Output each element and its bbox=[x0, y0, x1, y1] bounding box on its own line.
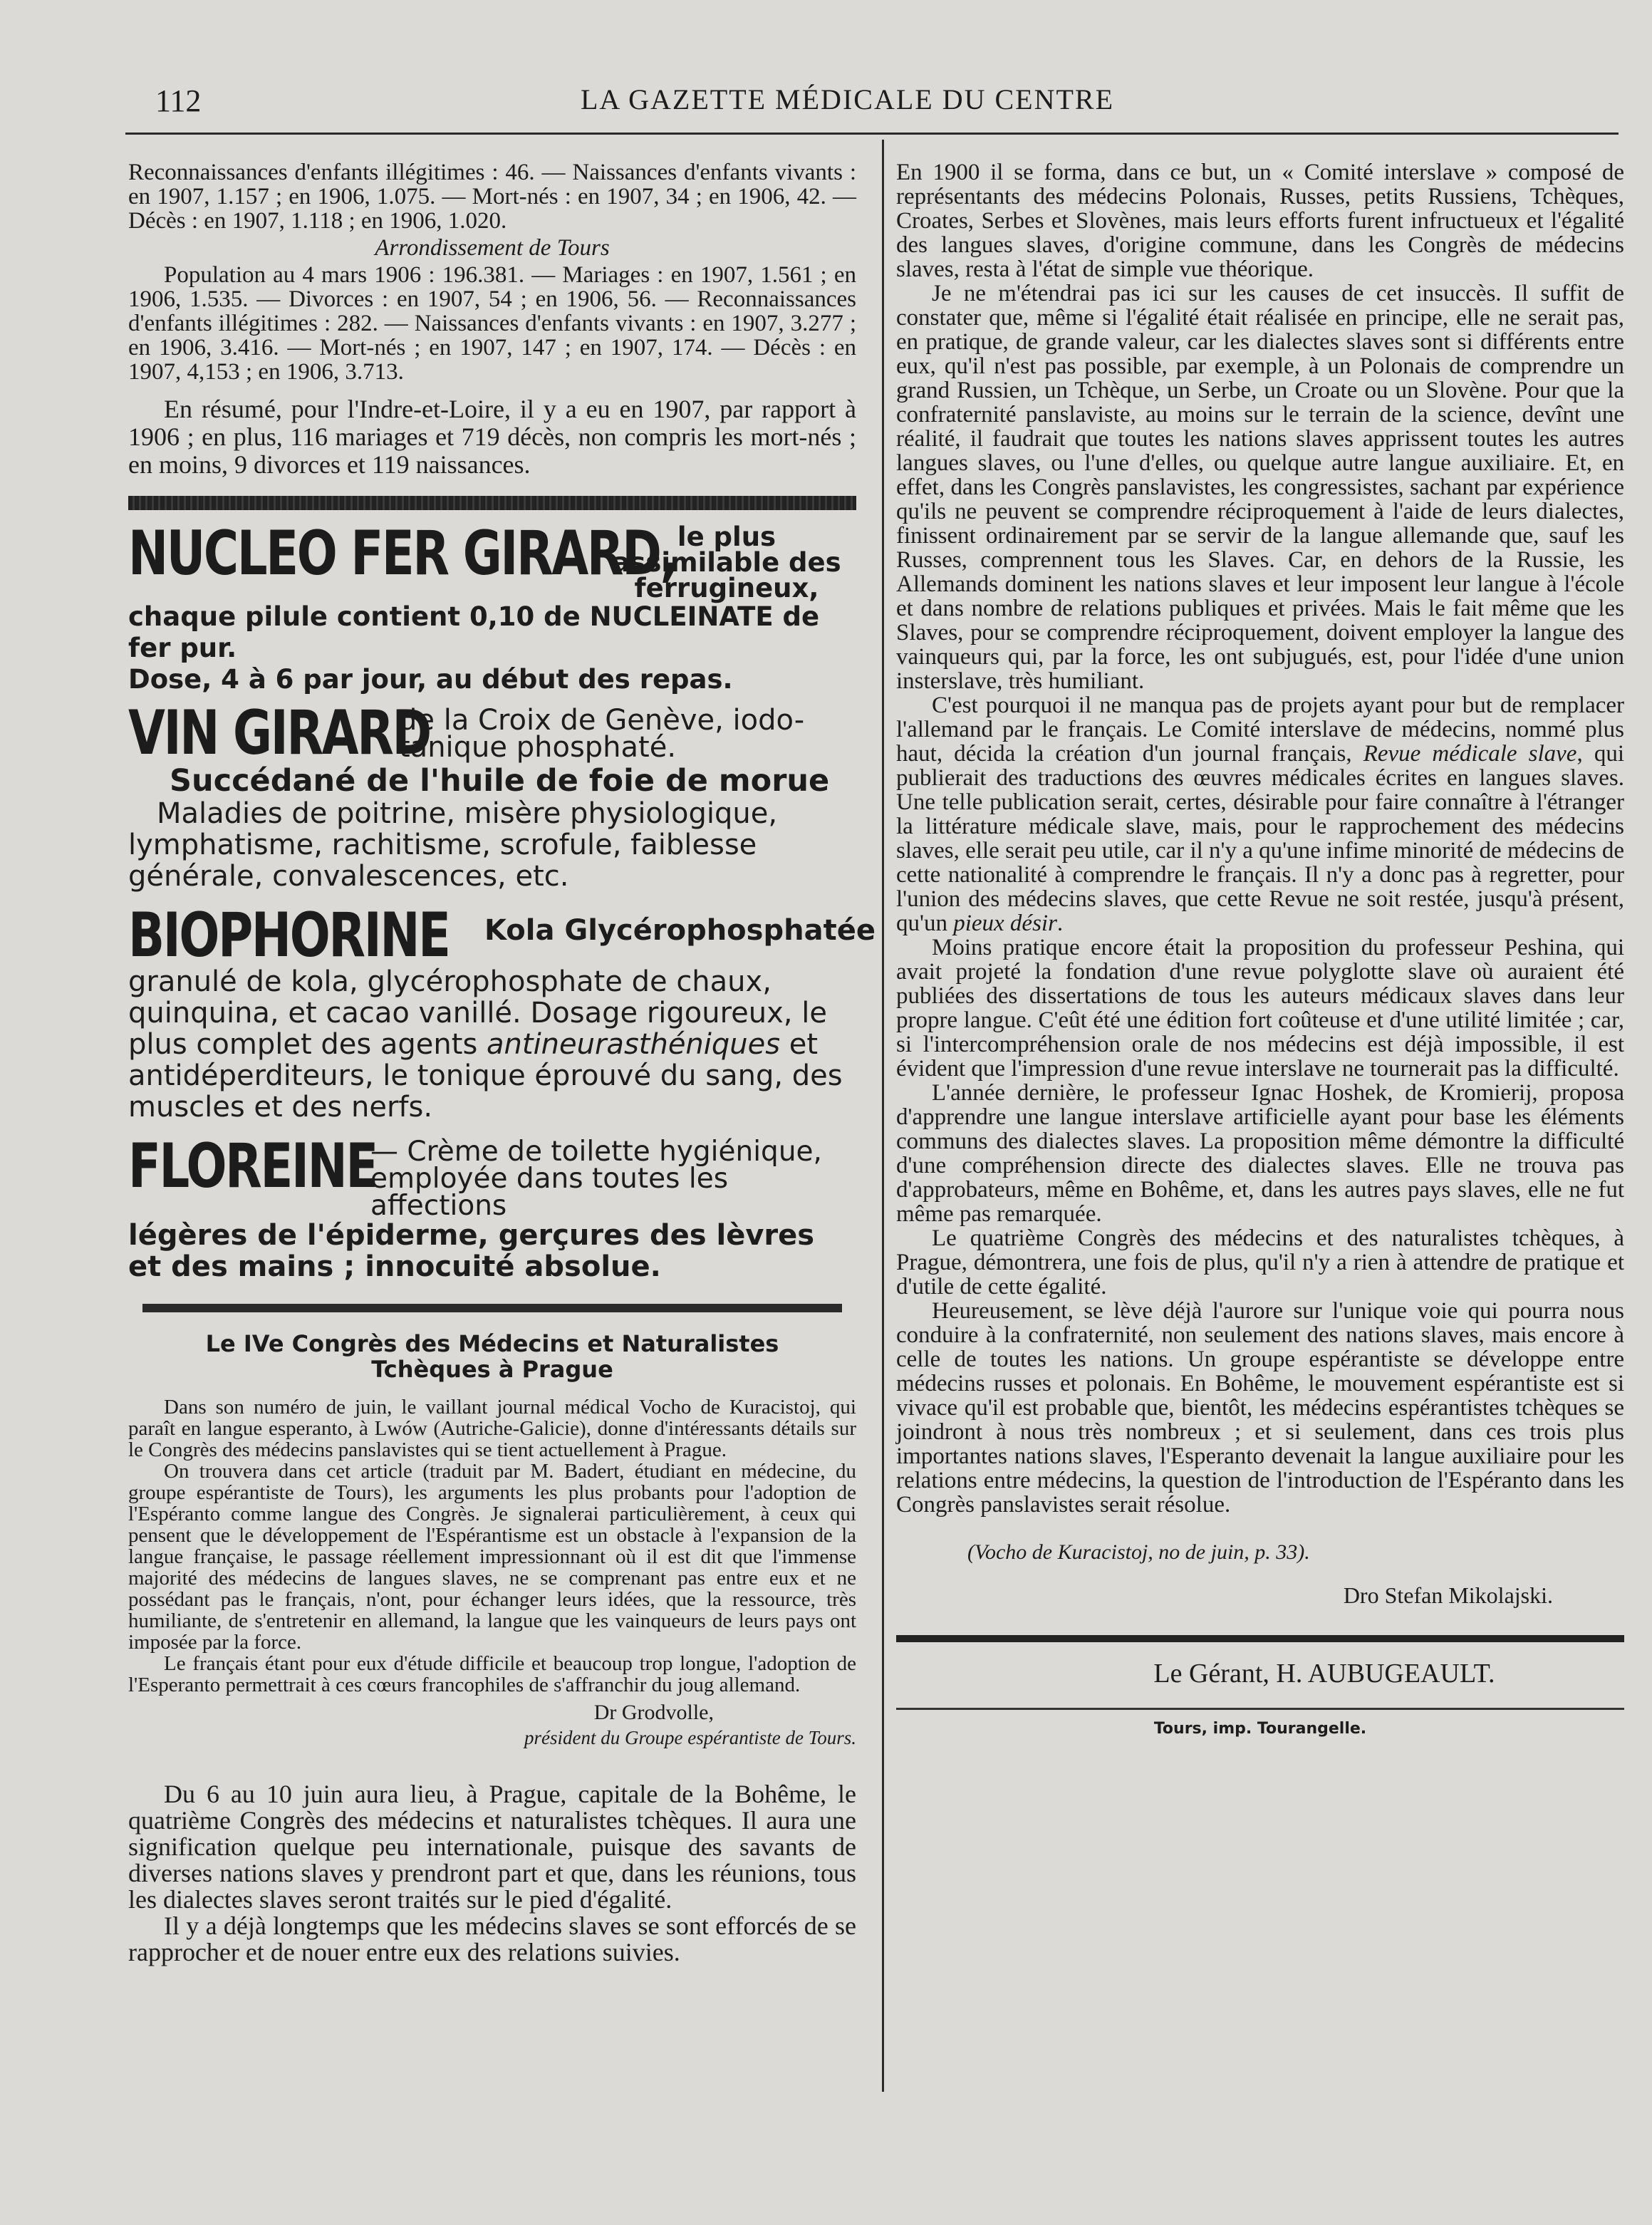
intro-signature: Dr Grodvolle, bbox=[593, 1701, 714, 1724]
right-paragraph-6: Le quatrième Congrès des médecins et des naturalistes tchèques, à Prague, démontrera, une fois de plus, qu'il n'y a rien à attendre de pratique et d'utile de cette égalité. bbox=[896, 1225, 1624, 1300]
floreine-brand: FLOREINE bbox=[128, 1131, 377, 1202]
vin-tagline: de la Croix de Genève, iodo-tanique phosphaté. bbox=[399, 704, 805, 764]
right-paragraph-1: En 1900 il se forma, dans ce but, un « Comité interslave » composé de représentants des médecins Polonais, Russes, petits Russiens, Tchèques, Croates, Serbes et Slovènes, mais leurs efforts furent infructueux et l'égalité des langues slaves, d'origine commune, dans les Congrès de médecins slaves, resta à l'état de simple vue théorique. bbox=[896, 160, 1624, 282]
floreine-tagline: — Crème de toilette hygiénique, employée dans toutes les affections bbox=[370, 1136, 822, 1222]
biophorine-emphasis: antineurasthéniques bbox=[487, 1028, 781, 1061]
nucleo-tagline: le plus assimilable des ferrugineux, bbox=[612, 522, 841, 603]
imprint-rule bbox=[896, 1708, 1624, 1710]
nucleo-dose-line-2: Dose, 4 à 6 par jour, au début des repas. bbox=[128, 664, 733, 695]
floreine-description: légères de l'épiderme, gerçures des lèvres et des mains ; innocuité absolue. bbox=[128, 1219, 815, 1283]
ad-bottom-rule bbox=[142, 1304, 842, 1312]
left-column bbox=[128, 160, 876, 1966]
article-intro-paragraph-1: Dans son numéro de juin, le vaillant journal médical Vocho de Kuracistoj, qui paraît en langue esperanto, à Lwów (Autriche-Galicie), donne d'intéressants détails sur le Congrès des médecins panslavistes qui se tient actuellement à Prague. bbox=[128, 1396, 856, 1461]
bio-row bbox=[128, 900, 876, 971]
closing-rule bbox=[896, 1635, 1624, 1642]
stats-paragraph-2: Population au 4 mars 1906 : 196.381. — Mariages : en 1907, 1.561 ; en 1906, 1.535. — Divorces : en 1907, 54 ; en 1906, 56. — Reconnaissances d'enfants illégitimes : 282. — Naissances d'enfants vivants : en 1907, 3.277 ; en 1906, 3.416. — Mort-nés ; en 1907, 147 ; en 1907, 174. — Décès : en 1907, 4,153 ; en 1906, 3.713. bbox=[128, 262, 856, 385]
stats-paragraph-1: Reconnaissances d'enfants illégitimes : 46. — Naissances d'enfants vivants : en 1907, 1.157 ; en 1906, 1.075. — Mort-nés : en 1907, 34 ; en 1906, 42. — Décès : en 1907, 1.118 ; en 1906, 1.020. bbox=[128, 160, 856, 234]
summary-paragraph: En résumé, pour l'Indre-et-Loire, il y a eu en 1907, par rapport à 1906 ; en plus, 116 mariages et 719 décès, non compris les mort-nés ; en moins, 9 divorces et 119 naissances. bbox=[128, 395, 856, 479]
right-column bbox=[896, 160, 1624, 1738]
article-paragraph-prague: Du 6 au 10 juin aura lieu, à Prague, capitale de la Bohême, le quatrième Congrès des médecins et naturalistes tchèques. Il aura une signification quelque peu internationale, puisque des savants de diverses nations slaves y prendront part et que, dans les réunions, tous les dialectes slaves seront traités sur le pied d'égalité. bbox=[128, 1780, 856, 1914]
vin-indications: Maladies de poitrine, misère physiologique, lymphatisme, rachitisme, scrofule, faiblesse générale, convalescences, etc. bbox=[128, 797, 778, 893]
article-intro-paragraph-3: Le français étant pour eux d'étude difficile et beaucoup trop longue, l'adoption de l'Esperanto permettrait à ces cœurs francophiles de s'affranchir du joug allemand. bbox=[128, 1652, 856, 1696]
article-title-line-2: Tchèques à Prague bbox=[371, 1356, 613, 1383]
source-reference: (Vocho de Kuracistoj, no de juin, p. 33). bbox=[967, 1540, 1310, 1564]
biophorine-description: granulé de kola, glycérophosphate de chaux, quinquina, et cacao vanillé. Dosage rigoureux, le plus complet des agents antineurasthéniques et antidéperditeurs, le tonique éprouvé du sang, des muscles et des nerfs. bbox=[128, 965, 843, 1124]
arrondissement-title: Arrondissement de Tours bbox=[375, 235, 610, 261]
right-paragraph-7: Heureusement, se lève déjà l'aurore sur l'unique voie qui pourra nous conduire à la confraternité, non seulement des nations slaves, mais encore à celle de toutes les nations. Un groupe espérantiste se développe entre médecins russes et polonais. En Bohême, le mouvement espérantiste est si vivace qu'il est probable que, bientôt, les médecins espérantistes tchèques se joindront à nous très nombreux ; et si seulement, dans ces trois plus importantes nations slaves, l'Esperanto devenait la langue auxiliaire pour les relations entre médecins, la question de l'introduction de l'Espéranto dans les Congrès panslavistes serait résolue. bbox=[896, 1298, 1624, 1518]
article-paragraph-slaves: Il y a déjà longtemps que les médecins slaves se sont efforcés de se rapprocher et de nouer entre eux des relations suivies. bbox=[128, 1912, 856, 1966]
floreine-row bbox=[128, 1131, 856, 1222]
vin-row bbox=[128, 697, 856, 769]
ad-top-border bbox=[128, 496, 856, 510]
article-title-line-1: Le IVe Congrès des Médecins et Naturalistes bbox=[205, 1330, 779, 1357]
biophorine-brand: BIOPHORINE bbox=[128, 900, 450, 971]
right-paragraph-2: Je ne m'étendrai pas ici sur les causes de cet insuccès. Il suffit de constater que, même si l'égalité était réalisée en principe, elle ne serait pas, en pratique, de grande valeur, car les dialectes slaves sont si différents entre eux, qu'il n'est pas possible, par exemple, à un Polonais de comprendre un grand Russien, un Tchèque, un Serbe, un Croate ou un Slovène. Pour que la confraternité panslaviste, au moins sur le terrain de la science, devînt une réalité, il faudrait que toutes les nations slaves apprissent toutes les autres langues slaves, ou l'une d'elles, ou quelque autre langue auxiliaire. Et, en effet, dans les Congrès panslavistes, les congressistes, sachant par expérience qu'ils ne peuvent se comprendre réciproquement à l'aide de leurs dialectes, finissent ordinairement par se servir de la langue allemande que, sauf les Russes, comprennent tous les Slaves. Car, en dehors de la Russie, les Allemands dominent les nations slaves et leur imposent leur langue à l'école et dans nombre de relations publiques et privées. Mais le fait même que les Slaves, pour se comprendre réciproquement, doivent employer la langue des vainqueurs qui, par la force, les ont subjugués, est, pour l'idée d'une union insterslave, très humiliant. bbox=[896, 281, 1624, 694]
biophorine-tagline: Kola Glycérophosphatée bbox=[484, 914, 876, 947]
nucleo-row bbox=[128, 518, 856, 603]
author-signature: Dro Stefan Mikolajski. bbox=[1343, 1582, 1553, 1608]
nucleo-dose-line-1: chaque pilule contient 0,10 de NUCLEINATE de fer pur. bbox=[128, 601, 820, 663]
column-divider bbox=[882, 140, 884, 2092]
header-rule bbox=[125, 133, 1619, 135]
revue-title: Revue médicale slave bbox=[1363, 741, 1577, 767]
right-paragraph-4: Moins pratique encore était la proposition du professeur Peshina, qui avait projeté la fondation d'une revue polyglotte slave où auraient été publiées des dissertations de tous les auteurs médicaux slaves dans leur propre langue. C'eût été une édition fort coûteuse et d'une utilité limitée ; car, si l'intercompréhension orale de nos médecins est déjà impossible, il est évident que l'impression d'une revue interslave ne tournerait pas la difficulté. bbox=[896, 935, 1624, 1082]
printer-imprint: Tours, imp. Tourangelle. bbox=[1153, 1720, 1367, 1738]
right-paragraph-3: C'est pourquoi il ne manqua pas de projets ayant pour but de remplacer l'allemand par le français. Le Comité interslave de médecins, nommé plus haut, décida la création d'un journal français, Revue médicale slave, qui publierait des traductions des œuvres médicales écrites en langues slaves. Une telle publication serait, certes, désirable pour faire connaître à l'étranger la littérature médicale slave, mais, pour le rapprochement des médecins slaves, elle serait peu utile, car il n'y a qu'une infime minorité de médecins de cette nationalité à comprendre le français. Il n'y a donc pas à regretter, pour l'union des médecins slaves, que cette Revue ne soit restée, jusqu'à présent, qu'un pieux désir. bbox=[896, 693, 1625, 936]
gerant-line: Le Gérant, H. AUBUGEAULT. bbox=[1153, 1659, 1495, 1689]
intro-signature-role: président du Groupe espérantiste de Tours. bbox=[524, 1727, 856, 1748]
nucleo-brand: NUCLEO FER GIRARD, bbox=[128, 518, 677, 589]
vin-brand: VIN GIRARD bbox=[128, 697, 430, 769]
article-intro-paragraph-2: On trouvera dans cet article (traduit par M. Badert, étudiant en médecine, du groupe espérantiste de Tours), les arguments les plus probants pour l'adoption de l'Espéranto comme langue des Congrès. Je signalerai particulièrement, à ceux qui pensent que le développement de l'Espérantisme est un obstacle à l'expansion de la langue française, le passage réellement impressionnant où il est dit que l'immense majorité des médecins de langues slaves, ne se comprenant pas entre eux et ne possédant pas le français, n'ont, pour échanger leurs idées, que la ressource, très humiliante, de s'entretenir en allemand, la langue que les vainqueurs de leurs pays ont imposée par la force. bbox=[128, 1460, 856, 1654]
pieux-desir: pieux désir bbox=[953, 911, 1057, 936]
journal-title: LA GAZETTE MÉDICALE DU CENTRE bbox=[581, 83, 1115, 115]
vin-subtitle: Succédané de l'huile de foie de morue bbox=[170, 763, 830, 799]
advertisement-block bbox=[128, 518, 876, 1283]
page-number: 112 bbox=[155, 83, 202, 118]
right-paragraph-5: L'année dernière, le professeur Ignac Hoshek, de Kromierij, proposa d'apprendre une langue interslave artificielle ayant pour base les éléments communs des dialectes slaves. La proposition même démontre la difficulté d'une compréhension directe des dialectes slaves. Elle ne trouva pas d'approbateurs, même en Bohême, et, dans les autres pays slaves, elle ne fut même pas remarquée. bbox=[896, 1080, 1624, 1227]
